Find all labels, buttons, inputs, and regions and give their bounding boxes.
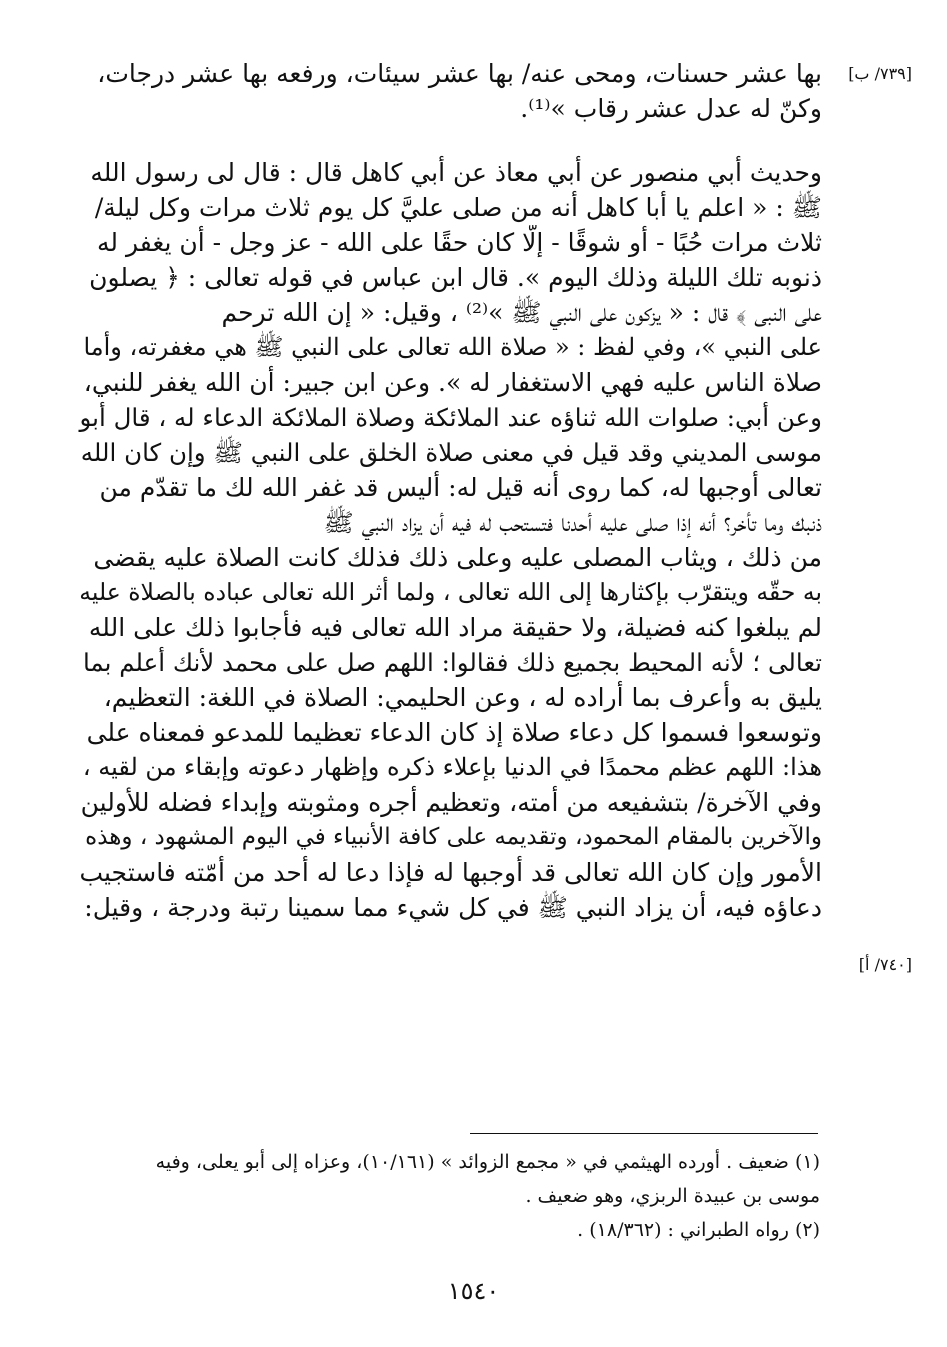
page-number: ١٥٤٠ — [447, 1277, 500, 1305]
text-line: تعالى ؛ لأنه المحيط بجميع ذلك فقالوا: اللهم صل على محمد لأنك أعلم بما — [82, 648, 822, 677]
text-line: على النبى ﴾ قال : « يزكون على النبي ﷺ »⁽²⁾ ، وقيل: « إن الله ترحم — [221, 298, 822, 327]
text-line: يليق به وأعرف بما أراده له ، وعن الحليمي: الصلاة في اللغة: التعظيم، — [103, 683, 822, 712]
text-line: به حقّه ويتقرّب بإكثارها إلى الله تعالى ، ولما أثر الله تعالى عباده بالصلاة عليه — [79, 578, 822, 606]
margin-folio-note: [٧٣٩/ ب] — [848, 64, 912, 83]
footnote-separator — [470, 1133, 818, 1134]
text-line: ﷺ : « اعلم يا أبا كاهل أنه من صلى عليَّ كل يوم ثلاث مرات وكل ليلة/ — [94, 193, 822, 222]
text-line: وكنّ له عدل عشر رقاب »⁽¹⁾. — [520, 94, 822, 123]
text-line: تعالى أوجبها له، كما روى أنه قيل له: أليس قد غفر الله لك ما تقدّم من — [99, 473, 822, 502]
text-line: والآخرين بالمقام المحمود، وتقديمه على كافة الأنبياء في اليوم المشهود ، وهذه — [85, 824, 822, 850]
text-line: بها عشر حسنات، ومحى عنه/ بها عشر سيئات، ورفعه بها عشر درجات، — [97, 59, 822, 88]
text-line: ذنبك وما تأخر؟ أنه إذا صلى عليه أحدنا فتستحب له فيه أن يزاد النبي ﷺ — [323, 508, 822, 537]
text-line: هذا: اللهم عظم محمدًا في الدنيا بإعلاء ذكره وإظهار دعوته وإبقاء من لقيه ، — [82, 753, 822, 781]
text-line: صلاة الناس عليه فهي الاستغفار له ». وعن ابن جبير: أن الله يغفر للنبي، — [83, 368, 822, 397]
text-line: دعاؤه فيه، أن يزاد النبي ﷺ في كل شيء مما سمينا رتبة ودرجة ، وقيل: — [84, 893, 822, 922]
text-line: وحديث أبي منصور عن أبي معاذ عن أبي كاهل قال : قال لى رسول الله — [90, 158, 822, 187]
main-paragraph — [70, 155, 822, 925]
margin-folio-note: [٧٤٠/ أ] — [858, 955, 912, 974]
text-line: لم يبلغوا كنه فضيلة، ولا حقيقة مراد الله تعالى فيه فأجابوا ذلك على الله — [88, 613, 822, 642]
text-line: من ذلك ، ويثاب المصلى عليه وعلى ذلك فذلك كانت الصلاة عليه يقضى — [93, 543, 822, 572]
text-line: موسى المديني وقد قيل في معنى صلاة الخلق على النبي ﷺ وإن كان الله — [80, 438, 822, 467]
text-line: الأمور وإن كان الله تعالى قد أوجبها له فإذا دعا له أحد من أمّته فاستجيب — [79, 858, 822, 887]
text-line: وعن أبي: صلوات الله ثناؤه عند الملائكة وصلاة الملائكة الدعاء له ، قال أبو — [79, 403, 822, 432]
footnotes — [70, 1145, 820, 1247]
footnote-line: (٢) رواه الطبراني : (١٨/٣٦٢) . — [577, 1219, 820, 1241]
footnote-line: (١) ضعيف . أورده الهيثمي في « مجمع الزوائد » (١٠/١٦١)، وعزاه إلى أبو يعلى، وفيه — [155, 1151, 820, 1173]
text-line: وفي الآخرة/ بتشفيعه من أمته، وتعظيم أجره ومثوبته وإبداء فضله للأولين — [80, 788, 822, 817]
footnote-line: موسى بن عبيدة الربزي، وهو ضعيف . — [525, 1185, 820, 1207]
text-line: وتوسعوا فسموا كل دعاء صلاة إذ كان الدعاء تعظيما للمدعو فمعناه على — [86, 718, 822, 747]
text-line: ذنوبه تلك الليلة وذلك اليوم ». قال ابن عباس في قوله تعالى : ﴿ يصلون — [89, 263, 822, 292]
text-line: على النبي »، وفي لفظ : « صلاة الله تعالى على النبي ﷺ هي مغفرته، وأما — [83, 333, 822, 361]
top-paragraph — [70, 56, 822, 126]
text-line: ثلاث مرات حُبًا - أو شوقًا - إلَّا كان حقًا على الله - عز وجل - أن يغفر له — [97, 228, 822, 257]
